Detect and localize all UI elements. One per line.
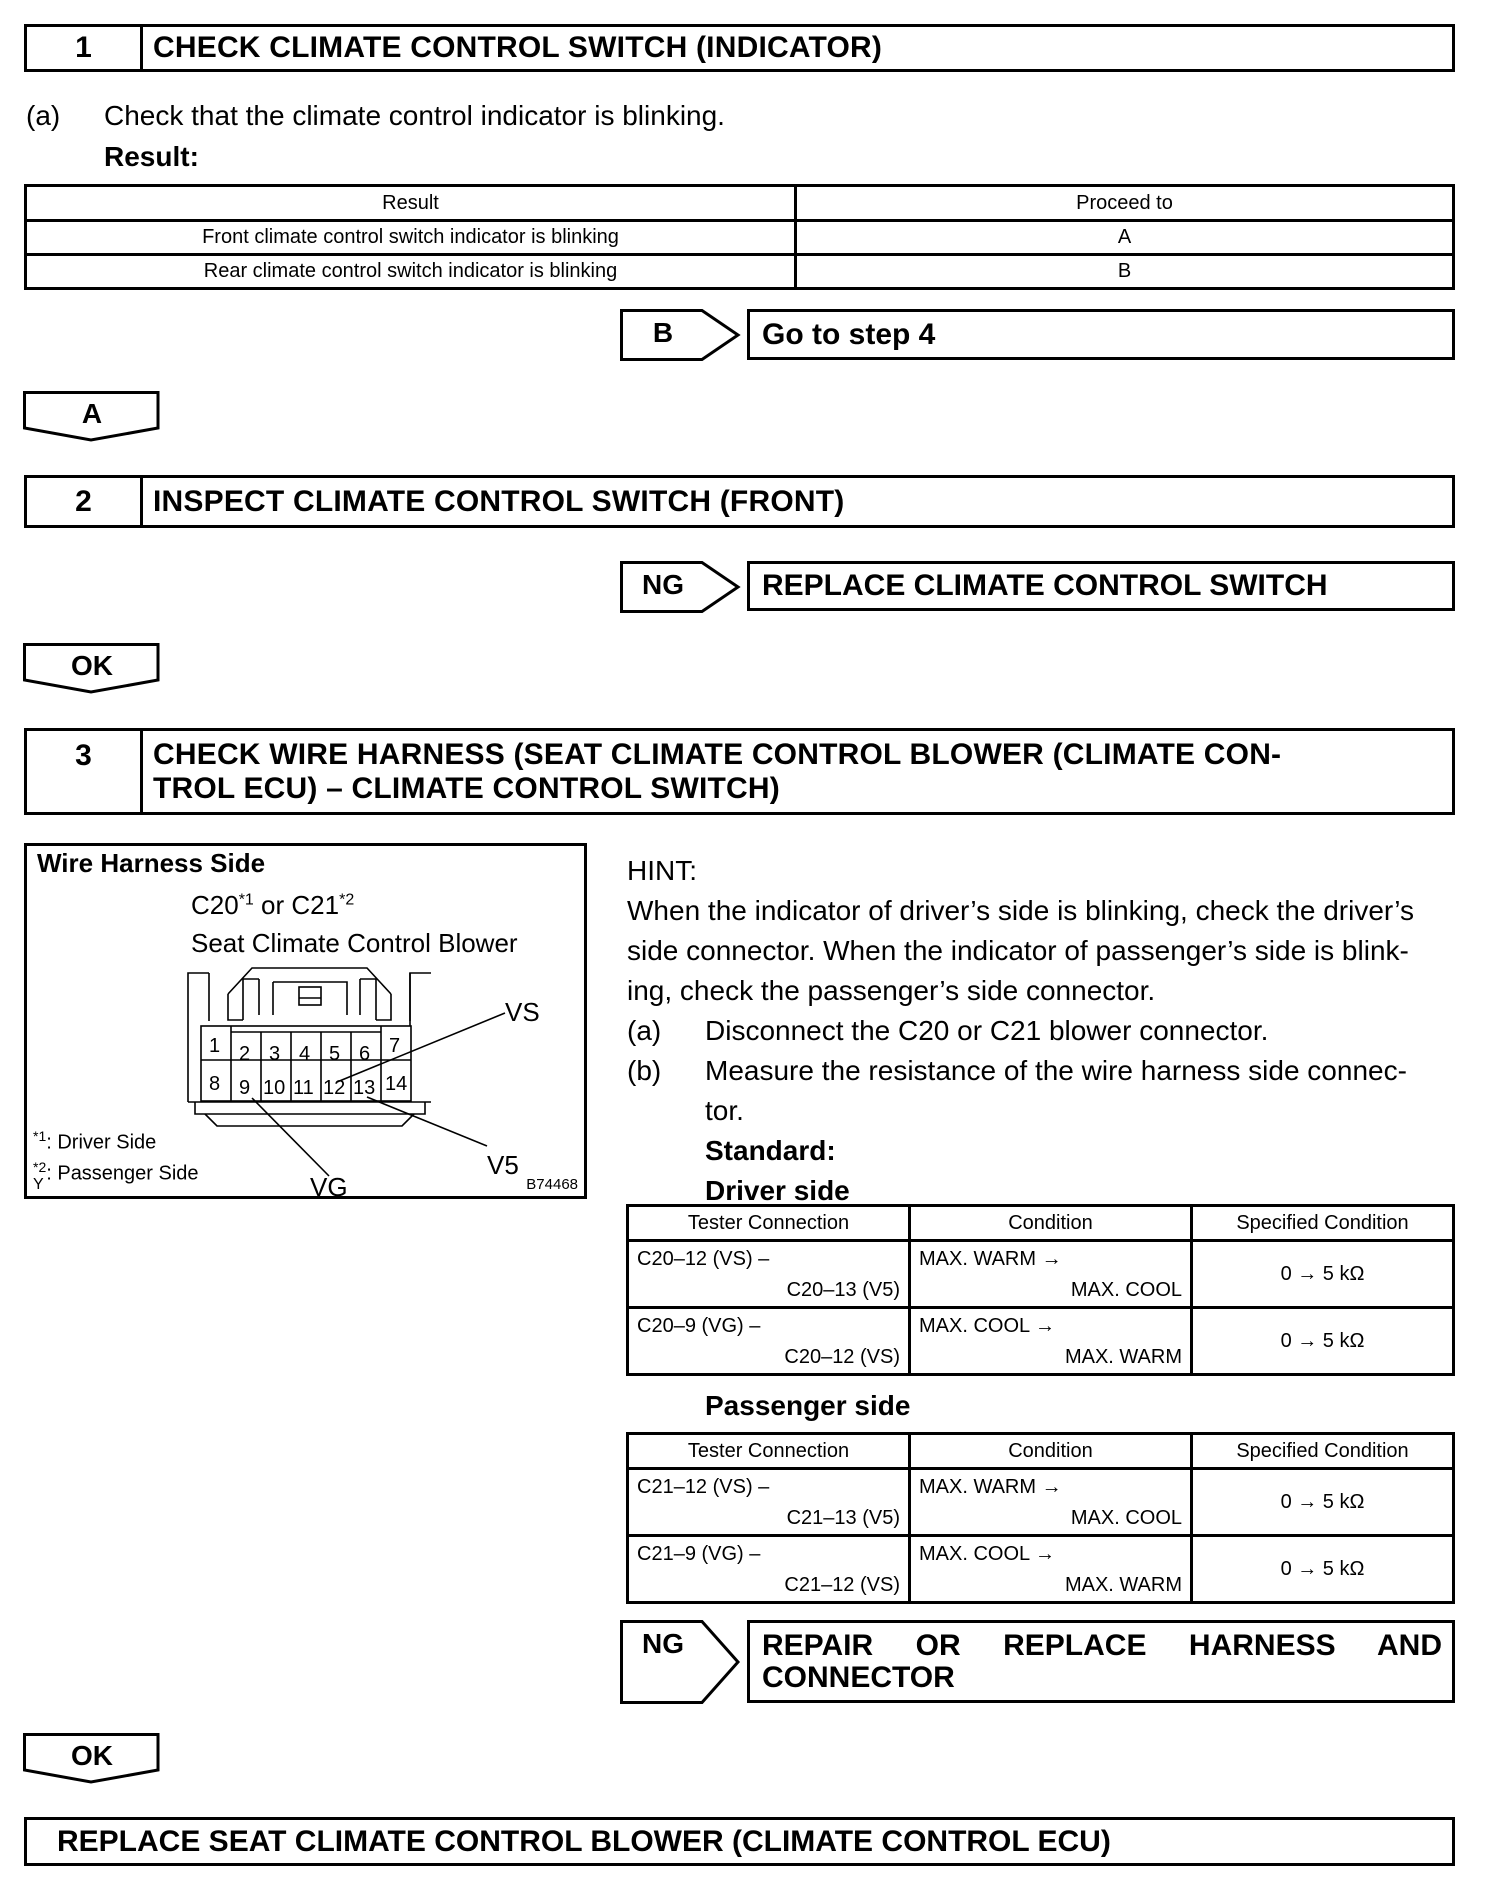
- conn-to: C21–13 (V5): [786, 1507, 900, 1529]
- table-row: [628, 1308, 1454, 1375]
- result-heading: Result:: [104, 141, 199, 172]
- branch-a-label: A: [81, 398, 103, 429]
- step-title-line: TROL ECU) – CLIMATE CONTROL SWITCH): [153, 771, 780, 805]
- pin-label: 10: [263, 1077, 286, 1099]
- y-mark: Y: [33, 1176, 44, 1193]
- cond-to: MAX. COOL: [1070, 1507, 1182, 1529]
- component-name: Seat Climate Control Blower: [191, 928, 518, 958]
- tester-connection-cell: [628, 1241, 910, 1308]
- tester-connection-cell: [628, 1536, 910, 1603]
- hint-label: HINT:: [627, 855, 697, 886]
- cond-to: MAX. WARM: [1064, 1346, 1182, 1368]
- result-table: [24, 184, 1455, 290]
- note-b: *2: [339, 891, 355, 909]
- branch-ng-action-line: REPAIR OR REPLACE HARNESS AND: [762, 1628, 1442, 1662]
- column-header: Tester Connection: [628, 1206, 910, 1241]
- step-b-text-cont: tor.: [705, 1095, 744, 1126]
- table-row: [628, 1469, 1454, 1536]
- pin-label: 3: [269, 1043, 281, 1065]
- table-cell: Front climate control switch indicator is blinking: [26, 221, 796, 255]
- table-row: [26, 221, 1454, 255]
- final-action[interactable]: [24, 1817, 1455, 1866]
- cond-to: MAX. COOL: [1070, 1279, 1182, 1301]
- cond-to: MAX. WARM: [1064, 1574, 1182, 1596]
- branch-ng-action[interactable]: [747, 1620, 1455, 1703]
- final-action-text: REPLACE SEAT CLIMATE CONTROL BLOWER (CLIMATE CONTROL ECU): [57, 1824, 1111, 1858]
- spec-cell: 0 → 5 kΩ: [1192, 1536, 1454, 1603]
- hint-line: side connector. When the indicator of passenger’s side is blink-: [627, 935, 1409, 966]
- connector-diagram: [24, 843, 587, 1199]
- pin-label: 11: [293, 1077, 314, 1099]
- footnote-1: [33, 1128, 156, 1155]
- table-row: [26, 255, 1454, 289]
- branch-b-action[interactable]: [747, 309, 1455, 360]
- table-cell: Rear climate control switch indicator is blinking: [26, 255, 796, 289]
- conn-from: C21–12 (VS) –: [637, 1476, 770, 1498]
- vg-label: VG: [310, 1172, 348, 1196]
- branch-ng-action-text: REPLACE CLIMATE CONTROL SWITCH: [762, 569, 1328, 602]
- step-1-header: [24, 24, 1455, 72]
- branch-ng-action-line: CONNECTOR: [762, 1660, 955, 1694]
- footnote-text: : Driver Side: [46, 1131, 157, 1154]
- cond-from: MAX. COOL →: [919, 1543, 1055, 1565]
- step-title: CHECK CLIMATE CONTROL SWITCH (INDICATOR): [153, 31, 883, 64]
- step-title: INSPECT CLIMATE CONTROL SWITCH (FRONT): [153, 484, 845, 518]
- column-header: Tester Connection: [628, 1434, 910, 1469]
- branch-ng-action[interactable]: [747, 561, 1455, 611]
- step-b-text: Measure the resistance of the wire harness side connec-: [705, 1055, 1407, 1086]
- conn-to: C20–13 (V5): [786, 1279, 900, 1301]
- spec-cell: 0 → 5 kΩ: [1192, 1241, 1454, 1308]
- step-title: [153, 731, 1444, 812]
- instruction-text: Check that the climate control indicator is blinking.: [104, 100, 725, 131]
- pin-label: 13: [353, 1077, 376, 1099]
- vs-label: VS: [505, 997, 540, 1027]
- pin-label: 12: [323, 1077, 346, 1099]
- table-cell: A: [796, 221, 1454, 255]
- tester-connection-cell: [628, 1469, 910, 1536]
- step-a-text: Disconnect the C20 or C21 blower connector.: [705, 1015, 1269, 1046]
- pin-label: 4: [299, 1043, 311, 1065]
- column-header: Proceed to: [796, 186, 1454, 221]
- table-header-row: [628, 1206, 1454, 1241]
- branch-ng-label: NG: [642, 569, 684, 600]
- conn-from: C20–12 (VS) –: [637, 1248, 770, 1270]
- condition-cell: [910, 1536, 1192, 1603]
- pin-label: 8: [209, 1073, 221, 1095]
- condition-cell: [910, 1308, 1192, 1375]
- table-row: [628, 1536, 1454, 1603]
- pin-label: 9: [239, 1077, 251, 1099]
- step-title-line: CHECK WIRE HARNESS (SEAT CLIMATE CONTROL BLOWER (CLIMATE CON-: [153, 737, 1282, 771]
- branch-b-action-text: Go to step 4: [762, 317, 936, 351]
- driver-side-table: [626, 1204, 1455, 1376]
- standard-label: Standard:: [705, 1135, 836, 1166]
- cond-from: MAX. WARM →: [919, 1476, 1062, 1498]
- spec-cell: 0 → 5 kΩ: [1192, 1469, 1454, 1536]
- diagram-heading: Wire Harness Side: [37, 848, 266, 878]
- passenger-side-table: [626, 1432, 1455, 1604]
- driver-side-label: Driver side: [705, 1175, 850, 1206]
- footnote-mark: *1: [33, 1128, 47, 1144]
- hint-line: ing, check the passenger’s side connector.: [627, 975, 1156, 1006]
- pin-label: 2: [239, 1043, 251, 1065]
- conn-to: C20–12 (VS): [784, 1346, 900, 1368]
- branch-ng-label: NG: [642, 1628, 684, 1659]
- column-header: Specified Condition: [1192, 1434, 1454, 1469]
- pin-label: 1: [209, 1035, 221, 1057]
- spec-cell: 0 → 5 kΩ: [1192, 1308, 1454, 1375]
- pin-label: 14: [385, 1073, 408, 1095]
- step-number: 1: [27, 27, 143, 69]
- branch-ok-label: OK: [71, 650, 113, 681]
- v5-label: V5: [487, 1150, 519, 1180]
- pin-label: 7: [389, 1035, 401, 1057]
- condition-cell: [910, 1469, 1192, 1536]
- step-3-header: [24, 728, 1455, 815]
- hint-line: When the indicator of driver’s side is blinking, check the driver’s: [627, 895, 1414, 926]
- table-cell: B: [796, 255, 1454, 289]
- table-header-row: [26, 186, 1454, 221]
- tester-connection-cell: [628, 1308, 910, 1375]
- column-header: Specified Condition: [1192, 1206, 1454, 1241]
- footnote-text: : Passenger Side: [46, 1162, 199, 1185]
- footnote-2: [33, 1159, 199, 1186]
- condition-cell: [910, 1241, 1192, 1308]
- conn-from: C20–9 (VG) –: [637, 1315, 761, 1337]
- table-header-row: [628, 1434, 1454, 1469]
- conn-from: C21–9 (VG) –: [637, 1543, 761, 1565]
- column-header: Condition: [910, 1434, 1192, 1469]
- connector-b: C21: [291, 890, 340, 920]
- step-b-label: (b): [627, 1055, 662, 1086]
- branch-b-label: B: [652, 317, 674, 348]
- column-header: Result: [26, 186, 796, 221]
- branch-ok-label: OK: [71, 1740, 113, 1771]
- cond-from: MAX. COOL →: [919, 1315, 1055, 1337]
- step-2-header: [24, 475, 1455, 528]
- pin-label: 6: [359, 1043, 371, 1065]
- step-number: 3: [27, 731, 143, 812]
- passenger-side-label: Passenger side: [705, 1390, 911, 1421]
- pin-label: 5: [329, 1043, 341, 1065]
- connector-a: C20: [191, 890, 239, 920]
- figure-id: B74468: [526, 1176, 578, 1193]
- conn-to: C21–12 (VS): [784, 1574, 900, 1596]
- footnote-mark: *2: [33, 1159, 47, 1175]
- note-a: *1: [238, 891, 254, 909]
- cond-from: MAX. WARM →: [919, 1248, 1062, 1270]
- step-a-label: (a): [627, 1015, 662, 1046]
- step-number: 2: [27, 478, 143, 525]
- instruction-label: (a): [26, 100, 61, 131]
- table-row: [628, 1241, 1454, 1308]
- column-header: Condition: [910, 1206, 1192, 1241]
- or-text: or: [253, 890, 292, 920]
